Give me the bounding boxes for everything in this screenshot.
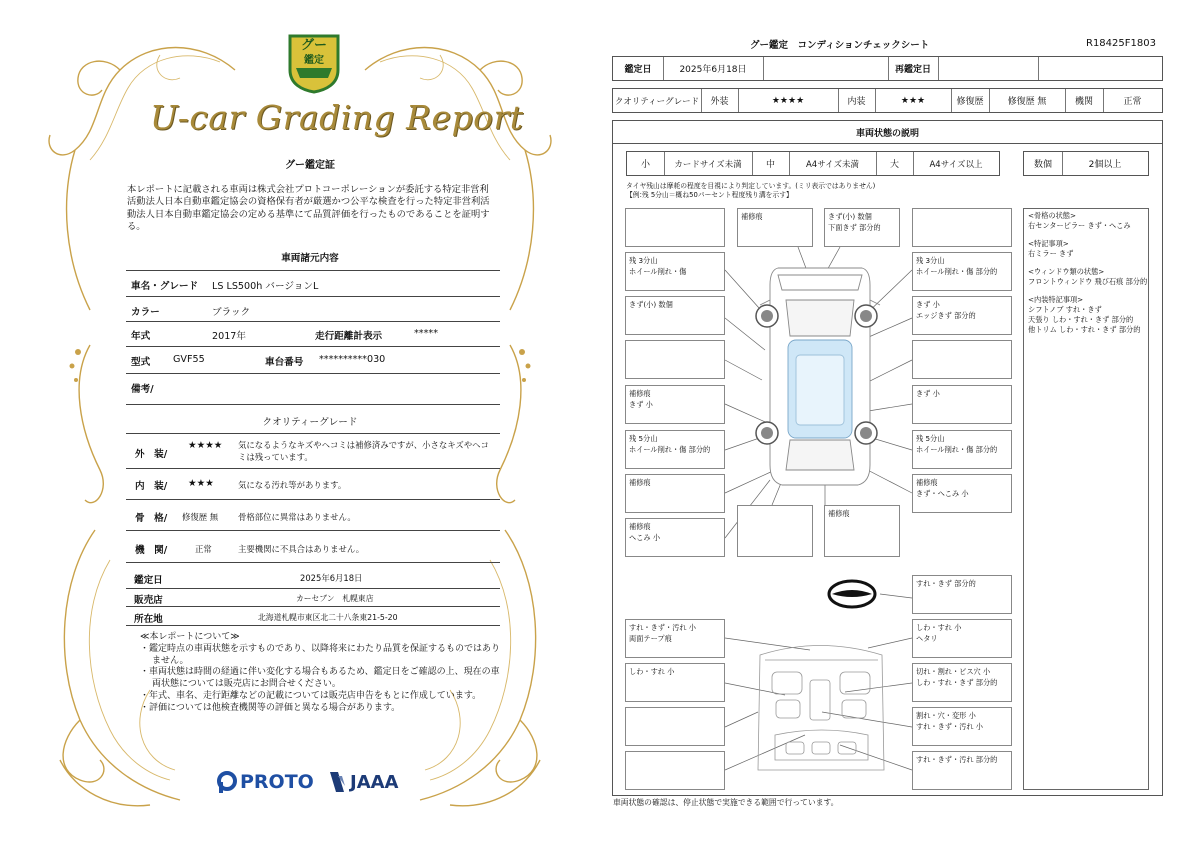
condition-summary (1023, 208, 1149, 790)
row-interior-label: 内装 (847, 97, 866, 107)
summary-line: <ウィンドウ類の状態> (1028, 267, 1105, 276)
notes-item: ・年式、車名、走行距離などの記載については販売店申告をもとに作成しています。 (140, 690, 482, 701)
quality-section-title: クオリティーグレード (262, 417, 358, 428)
damage-label-box (625, 474, 725, 513)
sheet-footer-note: 車両状態の確認は、停止状態で実施できる範囲で行っています。 (613, 798, 839, 807)
report-notes (140, 632, 500, 715)
appraisal-date-value: 2025年6月18日 (300, 573, 363, 583)
summary-line: <内装特記事項> (1028, 295, 1084, 304)
car-name-label: 車名・グレード (131, 281, 199, 292)
row-history-value: 修復歴 無 (1007, 97, 1047, 107)
year-label: 年式 (131, 331, 151, 342)
damage-label-box (912, 575, 1012, 614)
divider (126, 530, 500, 531)
damage-label-box (912, 707, 1012, 746)
divider (126, 404, 500, 405)
divider (126, 346, 500, 347)
chassis-label: 車台番号 (265, 357, 304, 368)
proto-logo-text: PROTO (240, 771, 314, 793)
color-label: カラー (131, 307, 160, 318)
divider (126, 499, 500, 500)
legend-desc: カードサイズ未満 (674, 159, 742, 170)
exterior-stars: ★★★★ (188, 440, 223, 451)
damage-label-box (912, 619, 1012, 658)
address-label: 所在地 (134, 614, 163, 625)
interior-label: 内 装/ (135, 481, 168, 492)
damage-label-text: 残 5分山 ホイール削れ・傷 部分的 (629, 434, 711, 454)
frame-comment: 骨格部位に異常はありません。 (238, 512, 356, 522)
damage-label-text: 補修痕 へこみ 小 (629, 522, 661, 542)
notes-item: ・評価については他検査機関等の評価と異なる場合があります。 (140, 702, 401, 713)
car-name-value: LS LS500h バージョンL (212, 281, 319, 292)
sheet-title: グー鑑定 コンディションチェックシート (750, 40, 930, 51)
row-interior-stars: ★★★ (900, 95, 926, 106)
interior-stars: ★★★ (188, 478, 214, 489)
divider (126, 625, 500, 626)
damage-label-text: しわ・すれ 小 (629, 667, 675, 676)
damage-label-text: しわ・すれ 小 ヘタリ (916, 623, 962, 643)
damage-label-text: 補修痕 (629, 478, 651, 487)
year-value: 2017年 (212, 331, 247, 342)
mileage-label: 走行距離計表示 (315, 331, 383, 342)
damage-label-text: 割れ・穴・変形 小 すれ・きず・汚れ 小 (916, 711, 983, 731)
badge-text: グー 鑑定 (300, 38, 327, 66)
damage-label-text: きず 小 エッジきず 部分的 (916, 300, 976, 320)
row-exterior-stars: ★★★★ (771, 95, 805, 106)
notes-item: ・鑑定時点の車両状態を示すものであり、以降将来にわたり品質を保証するものではありません。 (140, 643, 501, 666)
jaaa-mark-icon (328, 770, 346, 794)
row-date-label: 鑑定日 (624, 65, 652, 75)
legend-key: 小 (640, 160, 650, 170)
damage-label-text: すれ・きず 部分的 (916, 579, 976, 588)
chassis-value: **********030 (319, 354, 386, 365)
exterior-label: 外 装/ (135, 449, 168, 460)
tire-note: タイヤ残山は摩耗の程度を目視により判定しています。(ミリ表示ではありません) (626, 182, 876, 190)
remarks-label: 備考/ (131, 384, 154, 395)
summary-line: <骨格の状態> (1028, 211, 1076, 220)
divider (126, 468, 500, 469)
engine-value: 正常 (195, 544, 212, 554)
damage-label-text: きず(小) 数個 下面きず 部分的 (828, 212, 881, 232)
engine-comment: 主要機関に不具合はありません。 (238, 544, 365, 554)
row-reappraisal-label: 再鑑定日 (894, 65, 931, 75)
tire-example-note: 【例:残 5分山＝概ね50パーセント程度残り溝を示す】 (626, 191, 793, 199)
damage-label-box (912, 340, 1012, 379)
damage-label-box (625, 707, 725, 746)
summary-list (1024, 209, 1148, 337)
damage-label-box (625, 619, 725, 658)
damage-label-box (625, 430, 725, 469)
divider (126, 433, 500, 434)
damage-label-text: 補修痕 (741, 212, 763, 221)
damage-label-text: きず(小) 数個 (629, 300, 673, 309)
legend-key: 数個 (1033, 160, 1052, 170)
damage-label-box (912, 663, 1012, 702)
engine-label: 機 関/ (135, 545, 168, 556)
damage-label-box (912, 252, 1012, 291)
frame-value: 修復歴 無 (182, 512, 219, 522)
damage-label-box (625, 518, 725, 557)
summary-line: フロントウィンドウ 飛び石痕 部分的 (1028, 277, 1148, 286)
legend-desc: A4サイズ未満 (805, 159, 860, 170)
damage-label-text: すれ・きず・汚れ 部分的 (916, 755, 998, 764)
divider (126, 321, 500, 322)
color-value: ブラック (212, 307, 251, 318)
condition-check-sheet (600, 0, 1200, 848)
jaaa-logo-text: JAAA (350, 771, 399, 793)
interior-diagram (758, 646, 884, 771)
divider (126, 606, 500, 607)
address-value: 北海道札幌市東区北二十八条東21-5-20 (258, 613, 398, 622)
damage-label-box (625, 296, 725, 335)
damage-label-box (625, 663, 725, 702)
certificate-statement: 本レポートに記載される車両は株式会社プロトコーポレーションが委託する特定非営利活動法人日本自動車鑑定協会の資格保有者が厳選かつ公平な検査を行った特定非営利活動法人日本自動車鑑定協会の定める基準にて品質評価を行ったものであることを証明する。 (127, 184, 490, 233)
damage-label-box (912, 474, 1012, 513)
mileage-value: ***** (414, 328, 438, 339)
summary-line: 天張り しわ・すれ・きず 部分的 (1028, 315, 1134, 324)
summary-line: 右センターピラー きず・へこみ (1028, 221, 1131, 230)
damage-label-box (737, 208, 813, 247)
proto-logo (216, 770, 314, 794)
damage-label-text: きず 小 (916, 389, 940, 398)
shop-label: 販売店 (134, 595, 163, 606)
damage-label-box (912, 751, 1012, 790)
model-label: 型式 (131, 357, 151, 368)
legend-key: 中 (765, 160, 775, 170)
row-engine-label: 機関 (1074, 97, 1093, 107)
damage-label-text: 残 3分山 ホイール削れ・傷 (629, 256, 687, 276)
summary-line: 他トリム しわ・すれ・きず 部分的 (1028, 325, 1141, 334)
summary-line: シフトノブ すれ・きず (1028, 305, 1102, 314)
notes-title: ≪本レポートについて≫ (140, 632, 240, 642)
summary-line: <特記事項> (1028, 239, 1069, 248)
damage-label-box (912, 385, 1012, 424)
divider (126, 296, 500, 297)
damage-label-box (824, 505, 900, 557)
divider (126, 373, 500, 374)
summary-line: 右ミラー きず (1028, 249, 1074, 258)
damage-label-box (912, 430, 1012, 469)
steering-wheel-icon (829, 581, 875, 607)
row-history-label: 修復歴 (956, 97, 984, 107)
shop-value: カーセブン 札幌東店 (296, 594, 374, 603)
document-id: R18425F1803 (1086, 38, 1156, 49)
damage-label-text: すれ・きず・汚れ 小 両面テープ痕 (629, 623, 696, 643)
damage-label-text: 補修痕 きず・へこみ 小 (916, 478, 969, 498)
divider (126, 562, 500, 563)
damage-label-box (912, 296, 1012, 335)
damage-label-text: 残 3分山 ホイール削れ・傷 部分的 (916, 256, 998, 276)
row-grade-label: クオリティーグレード (614, 96, 700, 107)
damage-label-box (625, 385, 725, 424)
damage-label-text: 切れ・割れ・ビス穴 小 しわ・すれ・きず 部分的 (916, 667, 998, 687)
legend-desc: A4サイズ以上 (929, 159, 983, 170)
damage-label-box (737, 505, 813, 557)
damage-label-box (912, 208, 1012, 247)
damage-label-box (824, 208, 900, 247)
damage-label-box (625, 751, 725, 790)
certificate-title: グー鑑定証 (285, 160, 335, 171)
appraisal-date-label: 鑑定日 (134, 575, 163, 586)
row-date-value: 2025年6月18日 (679, 65, 747, 75)
legend-desc: 2個以上 (1088, 160, 1122, 170)
spec-section-title: 車両諸元内容 (281, 253, 339, 264)
damage-label-text: 補修痕 (828, 509, 850, 518)
legend-key: 大 (889, 160, 899, 170)
divider (126, 270, 500, 271)
frame-label: 骨 格/ (135, 513, 168, 524)
damage-label-box (625, 208, 725, 247)
damage-label-text: 補修痕 きず 小 (629, 389, 653, 409)
notes-item: ・車両状態は時間の経過に伴い変化する場合もあるため、鑑定日をご確認の上、現在の車両状態については販売店にお問合せください。 (140, 667, 500, 690)
jaaa-logo (328, 770, 399, 794)
report-title: U-car Grading Report (150, 98, 524, 137)
condition-title: 車両状態の説明 (855, 129, 919, 139)
exterior-comment: 気になるようなキズやヘコミは補修済みですが、小さなキズやヘコミは残っています。 (238, 440, 489, 462)
interior-comment: 気になる汚れ等があります。 (238, 480, 347, 490)
model-value: GVF55 (173, 354, 205, 365)
row-engine-value: 正常 (1123, 97, 1142, 107)
damage-label-box (625, 252, 725, 291)
row-exterior-label: 外装 (710, 97, 729, 107)
damage-label-box (625, 340, 725, 379)
proto-mark-icon (216, 770, 238, 794)
damage-label-text: 残 5分山 ホイール削れ・傷 部分的 (916, 434, 998, 454)
divider (126, 588, 500, 589)
